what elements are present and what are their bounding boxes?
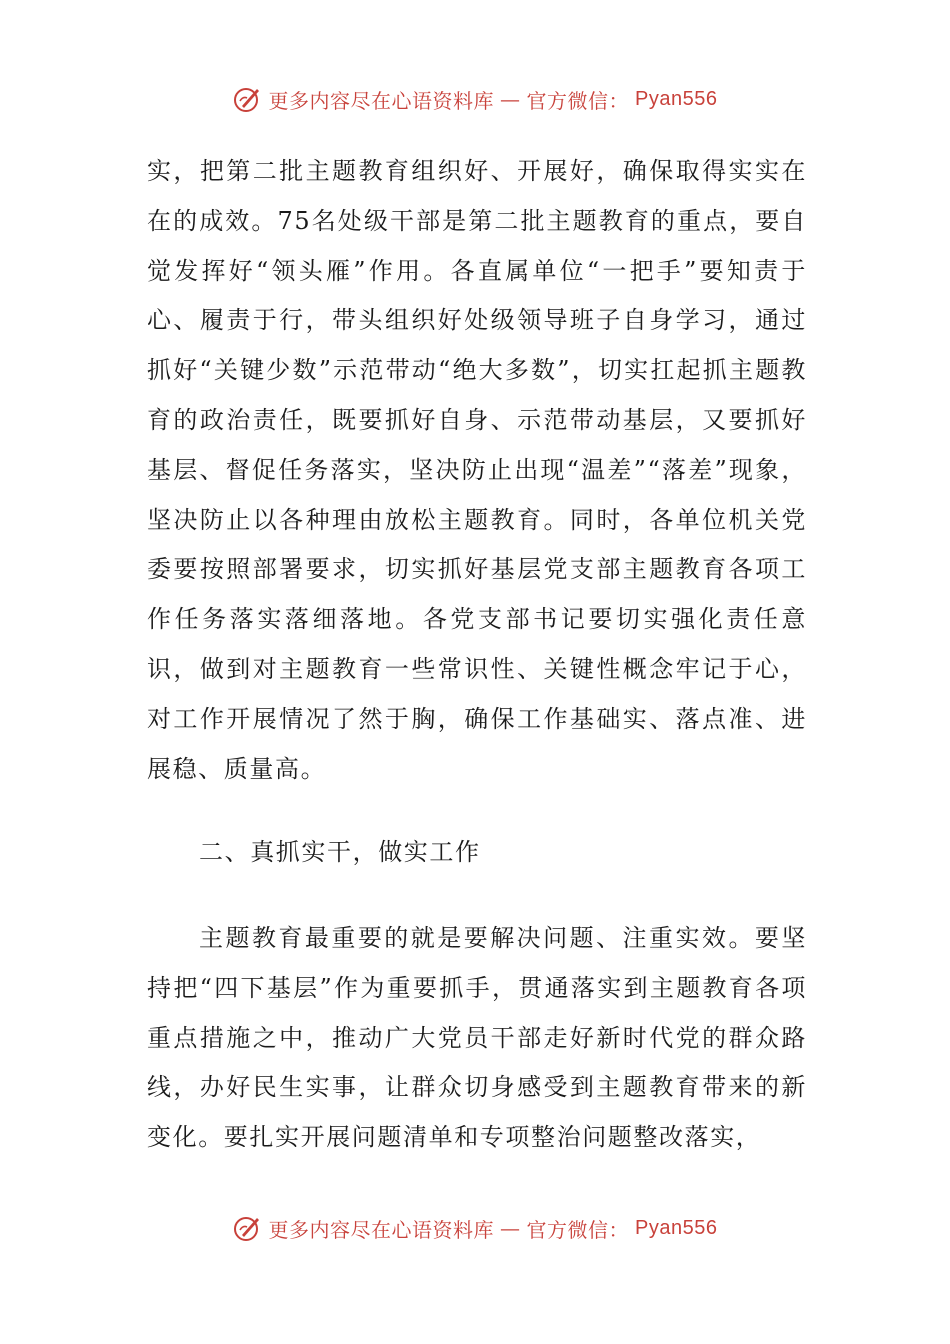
watermark-site-text: 更多内容尽在心语资料库	[268, 1217, 495, 1242]
watermark-wechat-id: Pyan556	[635, 87, 718, 110]
watermark-dash: —	[500, 87, 521, 111]
paragraph-text: 主题教育最重要的就是要解决问题、注重实效。要坚持把“四下基层”作为重要抓手，贯通落实到主题教育各项重点措施之中，推动广大党员干部走好新时代党的群众路线，办好民生实事，让群众切身感受到主题教育带来的新变化。要扎实开展问题清单和专项整治问题整改落实，	[147, 924, 807, 1152]
quill-seal-icon	[233, 1213, 263, 1243]
watermark-wechat-label: 官方微信：	[526, 1217, 630, 1242]
watermark-wechat-id: Pyan556	[635, 1216, 718, 1239]
quill-seal-icon	[233, 84, 263, 114]
footer-watermark	[0, 1213, 950, 1243]
body-paragraph-continued	[147, 147, 807, 794]
section-heading	[147, 828, 807, 878]
watermark-wechat-label: 官方微信：	[526, 88, 630, 113]
header-watermark	[0, 84, 950, 114]
section-heading-text: 二、真抓实干，做实工作	[199, 838, 481, 866]
body-paragraph-2	[147, 914, 807, 1163]
watermark-dash: —	[500, 1216, 521, 1240]
paragraph-text: 实，把第二批主题教育组织好、开展好，确保取得实实在在的成效。75名处级干部是第二批主题教育的重点，要自觉发挥好“领头雁”作用。各直属单位“一把手”要知责于心、履责于行，带头组织好处级领导班子自身学习，通过抓好“关键少数”示范带动“绝大多数”，切实扛起抓主题教育的政治责任，既要抓好自身、示范带动基层，又要抓好基层、督促任务落实，坚决防止出现“温差”“落差”现象，坚决防止以各种理由放松主题教育。同时，各单位机关党委要按照部署要求，切实抓好基层党支部主题教育各项工作任务落实落细落地。各党支部书记要切实强化责任意识，做到对主题教育一些常识性、关键性概念牢记于心，对工作开展情况了然于胸，确保工作基础实、落点准、进展稳、质量高。	[147, 157, 807, 783]
watermark-site-text: 更多内容尽在心语资料库	[268, 88, 495, 113]
